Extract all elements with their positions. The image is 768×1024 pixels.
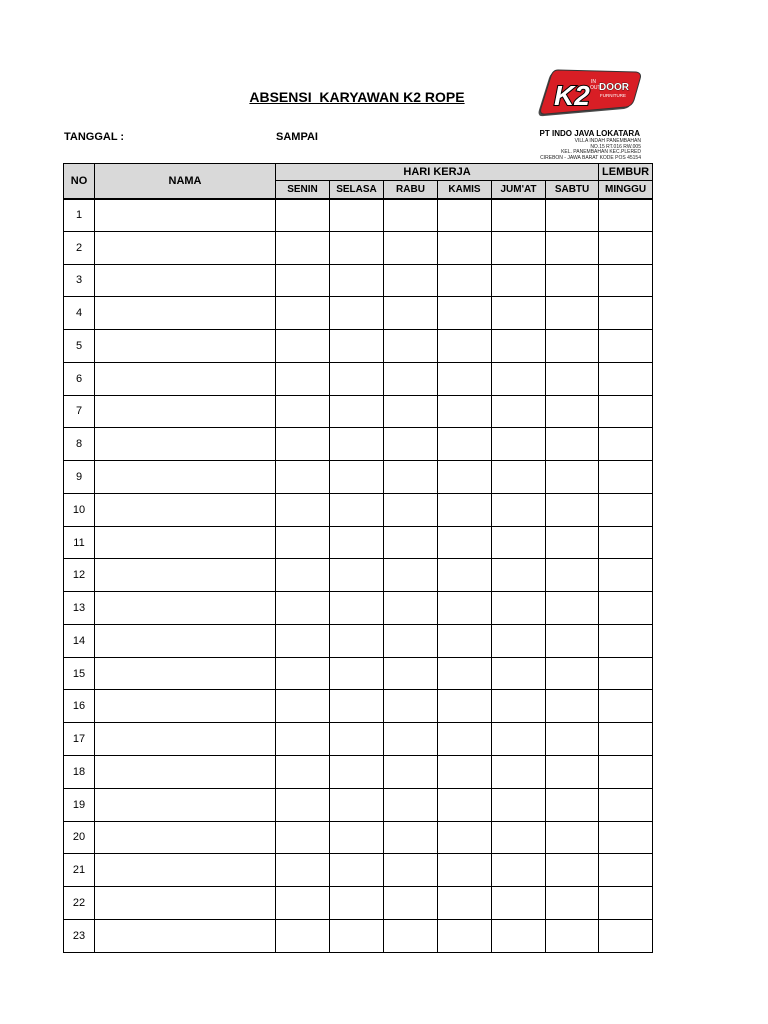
table-row	[64, 788, 653, 821]
jumat-cell	[492, 723, 546, 756]
selasa-cell	[330, 264, 384, 297]
name-cell	[95, 461, 276, 494]
minggu-cell	[599, 919, 653, 952]
company-name: PT INDO JAVA LOKATARA	[539, 129, 640, 138]
name-cell	[95, 330, 276, 363]
kamis-cell	[438, 231, 492, 264]
selasa-cell	[330, 592, 384, 625]
sabtu-cell	[546, 756, 599, 789]
selasa-cell	[330, 297, 384, 330]
address-line: KEL. PANEMBAHAN KEC.PLERED	[561, 149, 641, 156]
name-cell	[95, 624, 276, 657]
sabtu-cell	[546, 657, 599, 690]
senin-cell	[276, 854, 330, 887]
senin-cell	[276, 559, 330, 592]
header-day-jumat: JUM'AT	[492, 181, 546, 199]
minggu-cell	[599, 690, 653, 723]
senin-cell	[276, 330, 330, 363]
row-number: 11	[64, 526, 95, 559]
senin-cell	[276, 461, 330, 494]
kamis-cell	[438, 756, 492, 789]
kamis-cell	[438, 199, 492, 232]
jumat-cell	[492, 854, 546, 887]
jumat-cell	[492, 559, 546, 592]
minggu-cell	[599, 723, 653, 756]
header-day-rabu: RABU	[384, 181, 438, 199]
jumat-cell	[492, 428, 546, 461]
minggu-cell	[599, 461, 653, 494]
kamis-cell	[438, 657, 492, 690]
date-label: TANGGAL :	[64, 131, 125, 143]
rabu-cell	[384, 330, 438, 363]
row-number: 21	[64, 854, 95, 887]
name-cell	[95, 821, 276, 854]
kamis-cell	[438, 264, 492, 297]
minggu-cell	[599, 854, 653, 887]
senin-cell	[276, 657, 330, 690]
row-number: 10	[64, 493, 95, 526]
name-cell	[95, 854, 276, 887]
selasa-cell	[330, 690, 384, 723]
senin-cell	[276, 199, 330, 232]
minggu-cell	[599, 362, 653, 395]
sabtu-cell	[546, 199, 599, 232]
rabu-cell	[384, 919, 438, 952]
jumat-cell	[492, 788, 546, 821]
sabtu-cell	[546, 690, 599, 723]
minggu-cell	[599, 624, 653, 657]
header-day-minggu: MINGGU	[599, 181, 653, 199]
table-row	[64, 362, 653, 395]
minggu-cell	[599, 428, 653, 461]
senin-cell	[276, 362, 330, 395]
selasa-cell	[330, 493, 384, 526]
name-cell	[95, 526, 276, 559]
table-row	[64, 461, 653, 494]
row-number: 18	[64, 756, 95, 789]
senin-cell	[276, 887, 330, 920]
row-number: 6	[64, 362, 95, 395]
address-line: VILLA INDAH PANEMBAHAN	[574, 138, 641, 144]
row-number: 19	[64, 788, 95, 821]
sabtu-cell	[546, 559, 599, 592]
minggu-cell	[599, 297, 653, 330]
table-row	[64, 264, 653, 297]
rabu-cell	[384, 887, 438, 920]
table-row	[64, 199, 653, 232]
row-number: 12	[64, 559, 95, 592]
company-address	[540, 139, 641, 161]
minggu-cell	[599, 559, 653, 592]
kamis-cell	[438, 788, 492, 821]
attendance-table	[63, 163, 653, 953]
header-day-kamis: KAMIS	[438, 181, 492, 199]
table-row	[64, 559, 653, 592]
table-row	[64, 756, 653, 789]
jumat-cell	[492, 330, 546, 363]
rabu-cell	[384, 395, 438, 428]
kamis-cell	[438, 461, 492, 494]
senin-cell	[276, 690, 330, 723]
selasa-cell	[330, 756, 384, 789]
minggu-cell	[599, 264, 653, 297]
selasa-cell	[330, 919, 384, 952]
row-number: 1	[64, 199, 95, 232]
rabu-cell	[384, 821, 438, 854]
selasa-cell	[330, 657, 384, 690]
kamis-cell	[438, 493, 492, 526]
name-cell	[95, 887, 276, 920]
rabu-cell	[384, 526, 438, 559]
minggu-cell	[599, 887, 653, 920]
jumat-cell	[492, 493, 546, 526]
kamis-cell	[438, 887, 492, 920]
name-cell	[95, 559, 276, 592]
logo-door: DOOR	[599, 82, 629, 93]
rabu-cell	[384, 657, 438, 690]
senin-cell	[276, 821, 330, 854]
logo-in: IN	[591, 79, 596, 85]
address-line: NO.15 RT.016 RW.005	[590, 143, 641, 150]
rabu-cell	[384, 788, 438, 821]
sabtu-cell	[546, 395, 599, 428]
jumat-cell	[492, 526, 546, 559]
kamis-cell	[438, 362, 492, 395]
row-number: 17	[64, 723, 95, 756]
sabtu-cell	[546, 461, 599, 494]
name-cell	[95, 690, 276, 723]
rabu-cell	[384, 297, 438, 330]
sabtu-cell	[546, 854, 599, 887]
row-number: 16	[64, 690, 95, 723]
name-cell	[95, 493, 276, 526]
kamis-cell	[438, 854, 492, 887]
document-title: ABSENSI KARYAWAN K2 ROPE	[249, 89, 465, 105]
senin-cell	[276, 297, 330, 330]
kamis-cell	[438, 395, 492, 428]
selasa-cell	[330, 461, 384, 494]
selasa-cell	[330, 887, 384, 920]
selasa-cell	[330, 395, 384, 428]
sabtu-cell	[546, 887, 599, 920]
selasa-cell	[330, 199, 384, 232]
sabtu-cell	[546, 231, 599, 264]
jumat-cell	[492, 592, 546, 625]
name-cell	[95, 788, 276, 821]
table-row	[64, 854, 653, 887]
jumat-cell	[492, 395, 546, 428]
rabu-cell	[384, 624, 438, 657]
sabtu-cell	[546, 723, 599, 756]
sabtu-cell	[546, 330, 599, 363]
rabu-cell	[384, 264, 438, 297]
logo-out: OUT	[590, 85, 601, 91]
sabtu-cell	[546, 493, 599, 526]
senin-cell	[276, 493, 330, 526]
kamis-cell	[438, 526, 492, 559]
kamis-cell	[438, 821, 492, 854]
header-no: NO	[64, 164, 95, 199]
sabtu-cell	[546, 592, 599, 625]
senin-cell	[276, 919, 330, 952]
row-number: 22	[64, 887, 95, 920]
jumat-cell	[492, 264, 546, 297]
minggu-cell	[599, 592, 653, 625]
sabtu-cell	[546, 788, 599, 821]
jumat-cell	[492, 297, 546, 330]
senin-cell	[276, 264, 330, 297]
header-workdays: HARI KERJA	[276, 164, 599, 181]
row-number: 3	[64, 264, 95, 297]
senin-cell	[276, 723, 330, 756]
address-line: CIREBON - JAWA BARAT KODE POS 45154	[540, 154, 641, 161]
logo-furniture: FURNITURE	[600, 93, 626, 98]
minggu-cell	[599, 199, 653, 232]
minggu-cell	[599, 493, 653, 526]
row-number: 23	[64, 919, 95, 952]
header-name: NAMA	[95, 164, 276, 199]
sabtu-cell	[546, 919, 599, 952]
minggu-cell	[599, 788, 653, 821]
table-row	[64, 330, 653, 363]
jumat-cell	[492, 231, 546, 264]
table-body	[64, 199, 653, 953]
selasa-cell	[330, 559, 384, 592]
kamis-cell	[438, 297, 492, 330]
selasa-cell	[330, 330, 384, 363]
selasa-cell	[330, 231, 384, 264]
name-cell	[95, 592, 276, 625]
jumat-cell	[492, 199, 546, 232]
sabtu-cell	[546, 624, 599, 657]
senin-cell	[276, 592, 330, 625]
name-cell	[95, 395, 276, 428]
name-cell	[95, 428, 276, 461]
name-cell	[95, 362, 276, 395]
kamis-cell	[438, 559, 492, 592]
row-number: 4	[64, 297, 95, 330]
table-row	[64, 624, 653, 657]
rabu-cell	[384, 854, 438, 887]
name-cell	[95, 264, 276, 297]
minggu-cell	[599, 821, 653, 854]
row-number: 9	[64, 461, 95, 494]
row-number: 8	[64, 428, 95, 461]
header-row-groups	[64, 164, 653, 181]
name-cell	[95, 231, 276, 264]
sabtu-cell	[546, 264, 599, 297]
rabu-cell	[384, 592, 438, 625]
table-row	[64, 690, 653, 723]
selasa-cell	[330, 821, 384, 854]
minggu-cell	[599, 330, 653, 363]
rabu-cell	[384, 461, 438, 494]
sabtu-cell	[546, 821, 599, 854]
table-row	[64, 297, 653, 330]
minggu-cell	[599, 756, 653, 789]
header-day-sabtu: SABTU	[546, 181, 599, 199]
table-row	[64, 723, 653, 756]
name-cell	[95, 723, 276, 756]
jumat-cell	[492, 624, 546, 657]
selasa-cell	[330, 526, 384, 559]
selasa-cell	[330, 723, 384, 756]
rabu-cell	[384, 493, 438, 526]
table-row	[64, 493, 653, 526]
senin-cell	[276, 428, 330, 461]
table-row	[64, 592, 653, 625]
header-day-senin: SENIN	[276, 181, 330, 199]
senin-cell	[276, 756, 330, 789]
selasa-cell	[330, 362, 384, 395]
selasa-cell	[330, 624, 384, 657]
name-cell	[95, 919, 276, 952]
kamis-cell	[438, 624, 492, 657]
kamis-cell	[438, 330, 492, 363]
rabu-cell	[384, 362, 438, 395]
selasa-cell	[330, 854, 384, 887]
sabtu-cell	[546, 526, 599, 559]
table-row	[64, 919, 653, 952]
sabtu-cell	[546, 428, 599, 461]
k2-logo	[534, 66, 644, 118]
rabu-cell	[384, 690, 438, 723]
table-row	[64, 821, 653, 854]
kamis-cell	[438, 919, 492, 952]
senin-cell	[276, 395, 330, 428]
row-number: 20	[64, 821, 95, 854]
minggu-cell	[599, 657, 653, 690]
selasa-cell	[330, 788, 384, 821]
kamis-cell	[438, 592, 492, 625]
row-number: 7	[64, 395, 95, 428]
minggu-cell	[599, 231, 653, 264]
rabu-cell	[384, 723, 438, 756]
logo-mark: K2	[554, 80, 590, 111]
jumat-cell	[492, 461, 546, 494]
rabu-cell	[384, 199, 438, 232]
row-number: 2	[64, 231, 95, 264]
name-cell	[95, 297, 276, 330]
name-cell	[95, 199, 276, 232]
selasa-cell	[330, 428, 384, 461]
row-number: 14	[64, 624, 95, 657]
table-header	[64, 164, 653, 199]
minggu-cell	[599, 526, 653, 559]
row-number: 13	[64, 592, 95, 625]
senin-cell	[276, 526, 330, 559]
rabu-cell	[384, 559, 438, 592]
senin-cell	[276, 788, 330, 821]
senin-cell	[276, 231, 330, 264]
table-row	[64, 395, 653, 428]
jumat-cell	[492, 756, 546, 789]
table-row	[64, 231, 653, 264]
row-number: 5	[64, 330, 95, 363]
sabtu-cell	[546, 297, 599, 330]
kamis-cell	[438, 690, 492, 723]
sabtu-cell	[546, 362, 599, 395]
kamis-cell	[438, 723, 492, 756]
header-overtime: LEMBUR	[599, 164, 653, 181]
rabu-cell	[384, 231, 438, 264]
name-cell	[95, 756, 276, 789]
table-row	[64, 526, 653, 559]
minggu-cell	[599, 395, 653, 428]
table-row	[64, 657, 653, 690]
jumat-cell	[492, 919, 546, 952]
jumat-cell	[492, 362, 546, 395]
name-cell	[95, 657, 276, 690]
rabu-cell	[384, 428, 438, 461]
senin-cell	[276, 624, 330, 657]
row-number: 15	[64, 657, 95, 690]
rabu-cell	[384, 756, 438, 789]
kamis-cell	[438, 428, 492, 461]
table-row	[64, 887, 653, 920]
header-day-selasa: SELASA	[330, 181, 384, 199]
jumat-cell	[492, 657, 546, 690]
jumat-cell	[492, 821, 546, 854]
table-row	[64, 428, 653, 461]
until-label: SAMPAI	[276, 131, 318, 143]
jumat-cell	[492, 887, 546, 920]
jumat-cell	[492, 690, 546, 723]
